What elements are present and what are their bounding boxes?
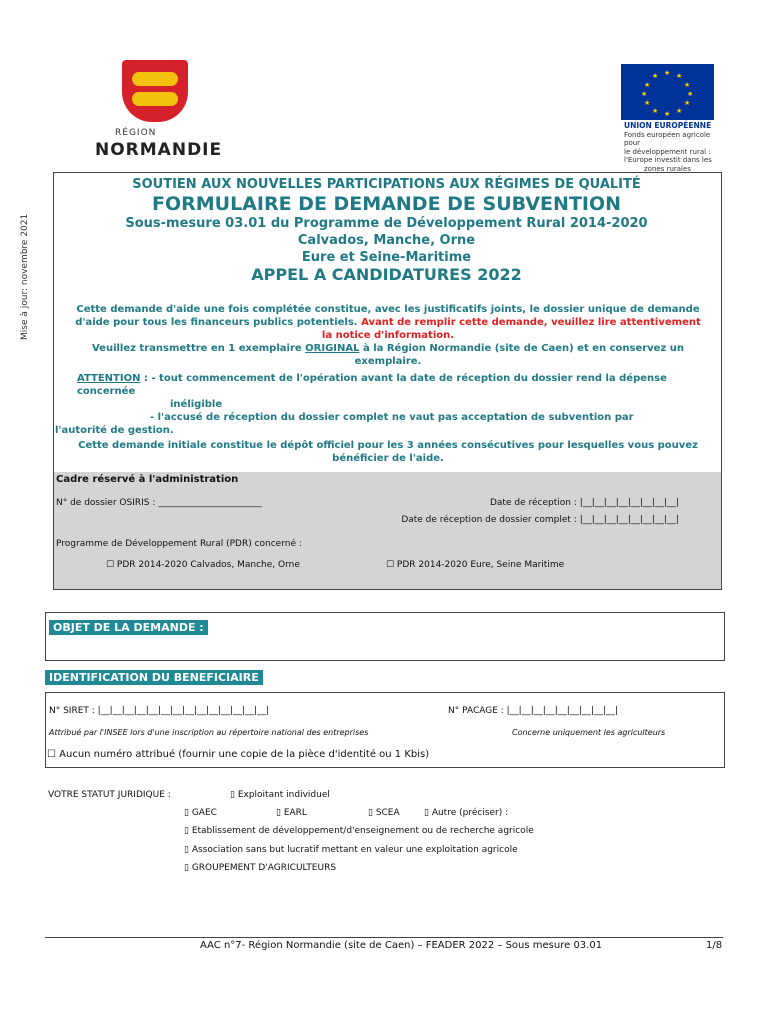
header-line4: Calvados, Manche, Orne xyxy=(297,233,476,248)
eu-caption xyxy=(624,122,724,173)
statut-label: VOTRE STATUT JURIDIQUE : xyxy=(48,790,171,800)
attention-label: ATTENTION xyxy=(77,373,141,384)
date-reception-field[interactable]: Date de réception : |__|__|__|__|__|__|__|__| xyxy=(489,498,679,508)
initial-request-paragraph: Cette demande initiale constitue le dépôt officiel pour les 3 années consécutives pour lesquelles vous pouvez bénéficier de l'aide. xyxy=(78,440,698,464)
statut-groupement[interactable]: ▯ GROUPEMENT D'AGRICULTEURS xyxy=(184,863,337,873)
lion-shield-icon xyxy=(122,60,188,122)
pdr-option-eure[interactable]: ☐ PDR 2014-2020 Eure, Seine Maritime xyxy=(386,560,565,570)
eu-line: l'Europe investit dans les xyxy=(624,156,712,164)
eu-line: Fonds européen agricole pour xyxy=(624,130,711,147)
pacage-field[interactable]: N° PACAGE : |__|__|__|__|__|__|__|__|__| xyxy=(448,706,618,716)
eu-line: le développement rural : xyxy=(624,147,711,156)
region-normandie-logo xyxy=(95,60,223,165)
statut-exploitant[interactable]: ▯ Exploitant individuel xyxy=(230,790,330,800)
admin-title: Cadre réservé à l'administration xyxy=(56,474,239,485)
call-title: APPEL A CANDIDATURES 2022 xyxy=(251,265,522,284)
statut-autre[interactable]: ▯ Autre (préciser) : xyxy=(424,808,509,818)
statut-scea[interactable]: ▯ SCEA xyxy=(368,808,400,818)
eu-line: zones rurales xyxy=(644,164,691,173)
ident-title: IDENTIFICATION DU BENEFICIAIRE xyxy=(45,670,263,685)
attention-paragraph: ATTENTION : - tout commencement de l'opération avant la date de réception du dossier rend la dépense concernée inéligible - l'accusé de réception du dossier complet ne vaut pas acceptation de subvention par l'autorité de gestion. xyxy=(55,373,667,436)
intro-line: d'aide pour tous les financeurs publics potentiels. Avant de remplir cette demande, veuillez lire attentivement xyxy=(75,317,701,328)
pdr-label: Programme de Développement Rural (PDR) concerné : xyxy=(56,539,302,549)
form-title: FORMULAIRE DE DEMANDE DE SUBVENTION xyxy=(151,193,622,215)
header-line3: Sous-mesure 03.01 du Programme de Développement Rural 2014-2020 xyxy=(125,216,648,231)
pdr-option-calvados[interactable]: ☐ PDR 2014-2020 Calvados, Manche, Orne xyxy=(106,560,300,570)
date-complet-field[interactable]: Date de réception de dossier complet : |__|__|__|__|__|__|__|__| xyxy=(401,515,679,525)
statut-gaec[interactable]: ▯ GAEC xyxy=(184,808,217,818)
no-number-checkbox[interactable]: ☐ Aucun numéro attribué (fournir une copie de la pièce d'identité ou 1 Kbis) xyxy=(47,749,430,760)
intro-line: Cette demande d'aide une fois complétée constitue, avec les justificatifs joints, le dossier unique de demande xyxy=(76,304,700,315)
admin-box xyxy=(53,472,722,590)
update-note: Mise à jour: novembre 2021 xyxy=(20,213,30,340)
header-line1: SOUTIEN AUX NOUVELLES PARTICIPATIONS AUX RÉGIMES DE QUALITÉ xyxy=(132,177,641,192)
page-number: 1/8 xyxy=(706,940,723,951)
eu-title: UNION EUROPÉENNE xyxy=(624,121,712,130)
header-subtitle xyxy=(53,215,720,266)
footer-divider xyxy=(45,937,723,938)
eu-flag-icon: ★ ★ ★ ★ ★ ★ ★ ★ ★ ★ ★ ★ xyxy=(621,64,714,120)
statut-association[interactable]: ▯ Association sans but lucratif mettant en valeur une exploitation agricole xyxy=(184,845,518,855)
intro-line: la notice d'information. xyxy=(321,330,455,341)
intro-line: exemplaire. xyxy=(354,356,422,367)
normandie-label: NORMANDIE xyxy=(95,140,223,160)
siret-field[interactable]: N° SIRET : |__|__|__|__|__|__|__|__|__|__|__|__|__|__| xyxy=(49,706,270,716)
region-label: RÉGION xyxy=(115,128,157,138)
pacage-note: Concerne uniquement les agriculteurs xyxy=(512,728,666,737)
osiris-field[interactable]: N° de dossier OSIRIS : _______________________ xyxy=(56,498,262,508)
footer-text: AAC n°7- Région Normandie (site de Caen) – FEADER 2022 – Sous mesure 03.01 xyxy=(200,940,603,951)
statut-etablissement[interactable]: ▯ Etablissement de développement/d'enseignement ou de recherche agricole xyxy=(184,826,534,836)
header-line5: Eure et Seine-Maritime xyxy=(301,250,472,265)
siret-note: Attribué par l'INSEE lors d'une inscription au répertoire national des entreprises xyxy=(49,728,369,737)
statut-earl[interactable]: ▯ EARL xyxy=(276,808,307,818)
objet-title: OBJET DE LA DEMANDE : xyxy=(49,620,208,635)
intro-line: Veuillez transmettre en 1 exemplaire ORIGINAL à la Région Normandie (site de Caen) et en conservez un xyxy=(91,343,685,354)
intro-paragraph xyxy=(58,303,718,368)
